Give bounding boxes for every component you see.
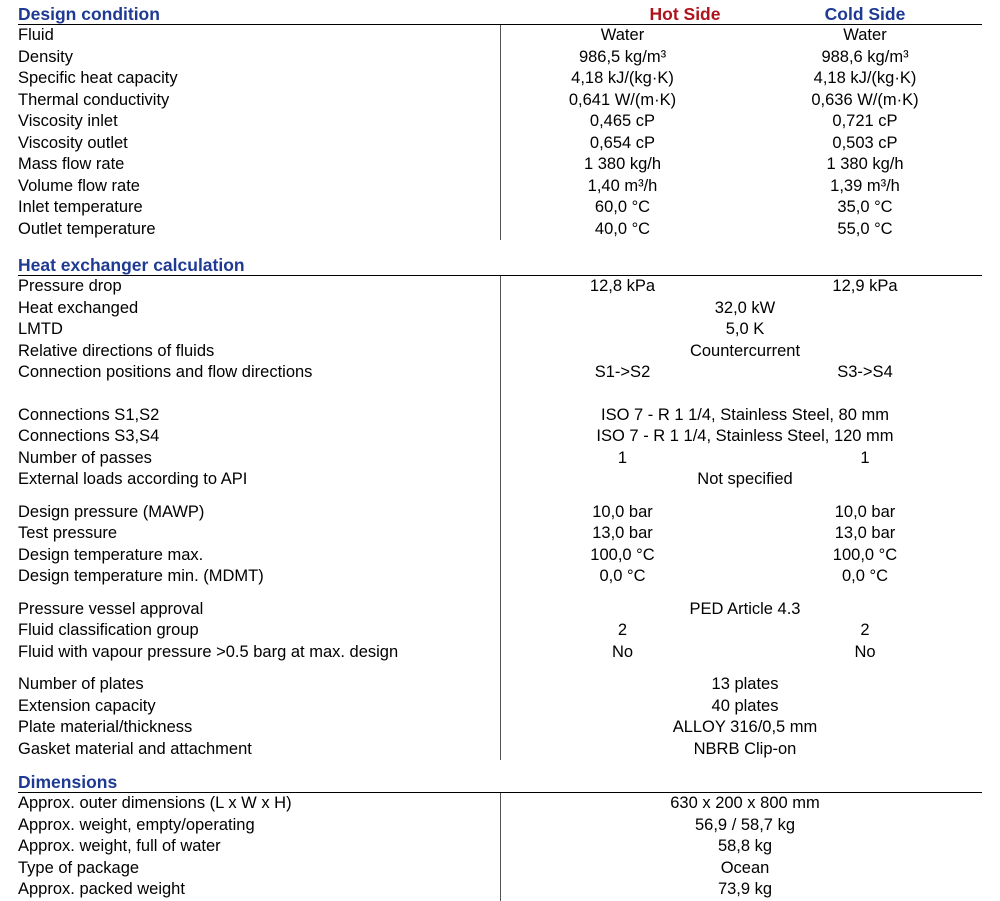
row-label: Density [18, 47, 74, 66]
row-label: Fluid with vapour pressure >0.5 barg at max. design [18, 642, 399, 661]
table-row [18, 674, 982, 696]
table-row [18, 154, 982, 176]
hot-side-value: 2 [617, 621, 628, 639]
row-label: LMTD [18, 320, 63, 338]
cold-side-value: No [854, 642, 876, 661]
cold-side-value: 0,503 cP [832, 133, 898, 152]
hot-side-value: 40,0 °C [594, 219, 651, 238]
cold-side-value: 1 [860, 448, 870, 467]
table-row [18, 469, 982, 491]
row-label: Design pressure (MAWP) [18, 502, 205, 521]
hot-side-header: Hot Side [649, 4, 721, 24]
cold-side-value: 0,721 cP [832, 112, 898, 130]
cold-side-value: 1 380 kg/h [826, 155, 904, 173]
cold-side-value: Water [843, 26, 887, 44]
row-label: Mass flow rate [18, 155, 125, 173]
hot-side-value: Water [600, 26, 645, 44]
row-label: Approx. packed weight [18, 880, 185, 898]
row-label: Connections S1,S2 [18, 405, 160, 424]
table-row [18, 858, 982, 880]
table-row [18, 90, 982, 112]
table-row [18, 879, 982, 901]
table-row [18, 219, 982, 241]
table-row [18, 566, 982, 588]
hot-side-value: No [611, 642, 634, 661]
hot-side-value: 0,654 cP [589, 133, 656, 152]
hot-side-value: 986,5 kg/m³ [578, 47, 667, 66]
table-row [18, 739, 982, 761]
table-row [18, 25, 982, 47]
row-label: Relative directions of fluids [18, 341, 215, 360]
row-label: Approx. weight, full of water [18, 837, 221, 855]
merged-value: 40 plates [711, 696, 779, 715]
row-label: Volume flow rate [18, 176, 140, 195]
row-label: Fluid [18, 26, 54, 44]
design-condition-table [18, 25, 982, 240]
dimensions-header [18, 772, 982, 793]
row-label: Fluid classification group [18, 621, 199, 639]
merged-value: Not specified [697, 470, 793, 488]
row-label: Design temperature max. [18, 545, 204, 564]
table-row [18, 197, 982, 219]
row-label: Test pressure [18, 524, 118, 542]
row-label: Pressure drop [18, 277, 122, 295]
cold-side-value: 100,0 °C [832, 545, 898, 564]
merged-value: ISO 7 - R 1 1/4, Stainless Steel, 120 mm [596, 427, 894, 445]
row-label: Inlet temperature [18, 198, 143, 216]
merged-value: 32,0 kW [714, 298, 776, 317]
cold-side-value: 0,0 °C [841, 567, 889, 585]
row-label: Viscosity inlet [18, 112, 118, 130]
row-label: Extension capacity [18, 696, 156, 715]
merged-value: PED Article 4.3 [689, 599, 801, 618]
table-row [18, 502, 982, 524]
design-condition-title: Design condition [18, 4, 160, 24]
table-row [18, 298, 982, 320]
row-label: Approx. outer dimensions (L x W x H) [18, 794, 292, 812]
cold-side-value: 4,18 kJ/(kg·K) [813, 69, 917, 87]
dimensions-title: Dimensions [18, 772, 118, 792]
hot-side-value: 10,0 bar [592, 502, 653, 521]
merged-value: Ocean [720, 858, 770, 877]
row-label: Plate material/thickness [18, 718, 193, 736]
cold-side-value: 10,0 bar [834, 502, 896, 521]
table-row [18, 341, 982, 363]
calculation-table [18, 276, 982, 760]
merged-value: ISO 7 - R 1 1/4, Stainless Steel, 80 mm [601, 405, 889, 424]
merged-value: 5,0 K [725, 320, 765, 338]
row-label: Gasket material and attachment [18, 739, 252, 758]
hot-side-value: 0,465 cP [589, 112, 656, 130]
design-condition-header [18, 4, 982, 25]
row-label: Number of plates [18, 675, 144, 693]
table-row [18, 599, 982, 621]
cold-side-value: S3->S4 [837, 363, 893, 381]
row-label: Design temperature min. (MDMT) [18, 567, 264, 585]
row-label: Outlet temperature [18, 219, 156, 238]
dimensions-table [18, 793, 982, 901]
row-label: Pressure vessel approval [18, 599, 204, 618]
table-row [18, 319, 982, 341]
row-label: Viscosity outlet [18, 133, 128, 152]
table-row [18, 620, 982, 642]
table-row [18, 133, 982, 155]
cold-side-value: 0,636 W/(m·K) [811, 90, 919, 109]
row-label: Connection positions and flow directions [18, 363, 313, 381]
table-row [18, 696, 982, 718]
row-label: Type of package [18, 858, 140, 877]
merged-value: 13 plates [711, 675, 779, 693]
row-label: Number of passes [18, 448, 152, 467]
cold-side-value: 13,0 bar [834, 524, 896, 542]
calculation-title: Heat exchanger calculation [18, 255, 245, 275]
table-row [18, 176, 982, 198]
merged-value: NBRB Clip-on [693, 739, 797, 758]
table-row [18, 448, 982, 470]
merged-value: Countercurrent [689, 341, 801, 360]
table-row [18, 793, 982, 815]
hot-side-value: 1,40 m³/h [587, 176, 658, 195]
hot-side-value: 100,0 °C [590, 545, 655, 564]
hot-side-value: 1 380 kg/h [583, 155, 662, 173]
row-label: Approx. weight, empty/operating [18, 815, 255, 834]
table-row [18, 68, 982, 90]
hot-side-value: 1 [617, 448, 628, 467]
datasheet [18, 4, 982, 901]
merged-value: ALLOY 316/0,5 mm [672, 718, 818, 736]
row-label: External loads according to API [18, 470, 248, 488]
row-label: Connections S3,S4 [18, 427, 160, 445]
hot-side-value: 0,641 W/(m·K) [568, 90, 677, 109]
merged-value: 58,8 kg [717, 837, 773, 855]
table-row [18, 426, 982, 448]
hot-side-value: 12,8 kPa [589, 277, 656, 295]
hot-side-value: 4,18 kJ/(kg·K) [571, 69, 674, 87]
cold-side-value: 12,9 kPa [832, 277, 898, 295]
table-row [18, 276, 982, 298]
table-row [18, 642, 982, 664]
row-label: Thermal conductivity [18, 90, 170, 109]
table-row [18, 362, 982, 384]
table-row [18, 545, 982, 567]
table-row [18, 405, 982, 427]
table-row [18, 111, 982, 133]
merged-value: 73,9 kg [717, 880, 773, 898]
hot-side-value: 60,0 °C [594, 198, 651, 216]
table-row [18, 523, 982, 545]
hot-side-value: 13,0 bar [592, 524, 653, 542]
cold-side-value: 1,39 m³/h [830, 176, 900, 195]
cold-side-value: 35,0 °C [837, 198, 893, 216]
table-row [18, 47, 982, 69]
hot-side-value: 0,0 °C [599, 567, 646, 585]
cold-side-header: Cold Side [824, 4, 906, 24]
table-row [18, 717, 982, 739]
table-row [18, 815, 982, 837]
row-label: Heat exchanged [18, 298, 139, 317]
merged-value: 56,9 / 58,7 kg [695, 815, 795, 834]
cold-side-value: 988,6 kg/m³ [821, 47, 909, 66]
row-label: Specific heat capacity [18, 69, 178, 87]
hot-side-value: S1->S2 [594, 363, 651, 381]
merged-value: 630 x 200 x 800 mm [670, 794, 820, 812]
cold-side-value: 2 [860, 621, 870, 639]
cold-side-value: 55,0 °C [837, 219, 893, 238]
table-row [18, 836, 982, 858]
calculation-header [18, 255, 982, 276]
